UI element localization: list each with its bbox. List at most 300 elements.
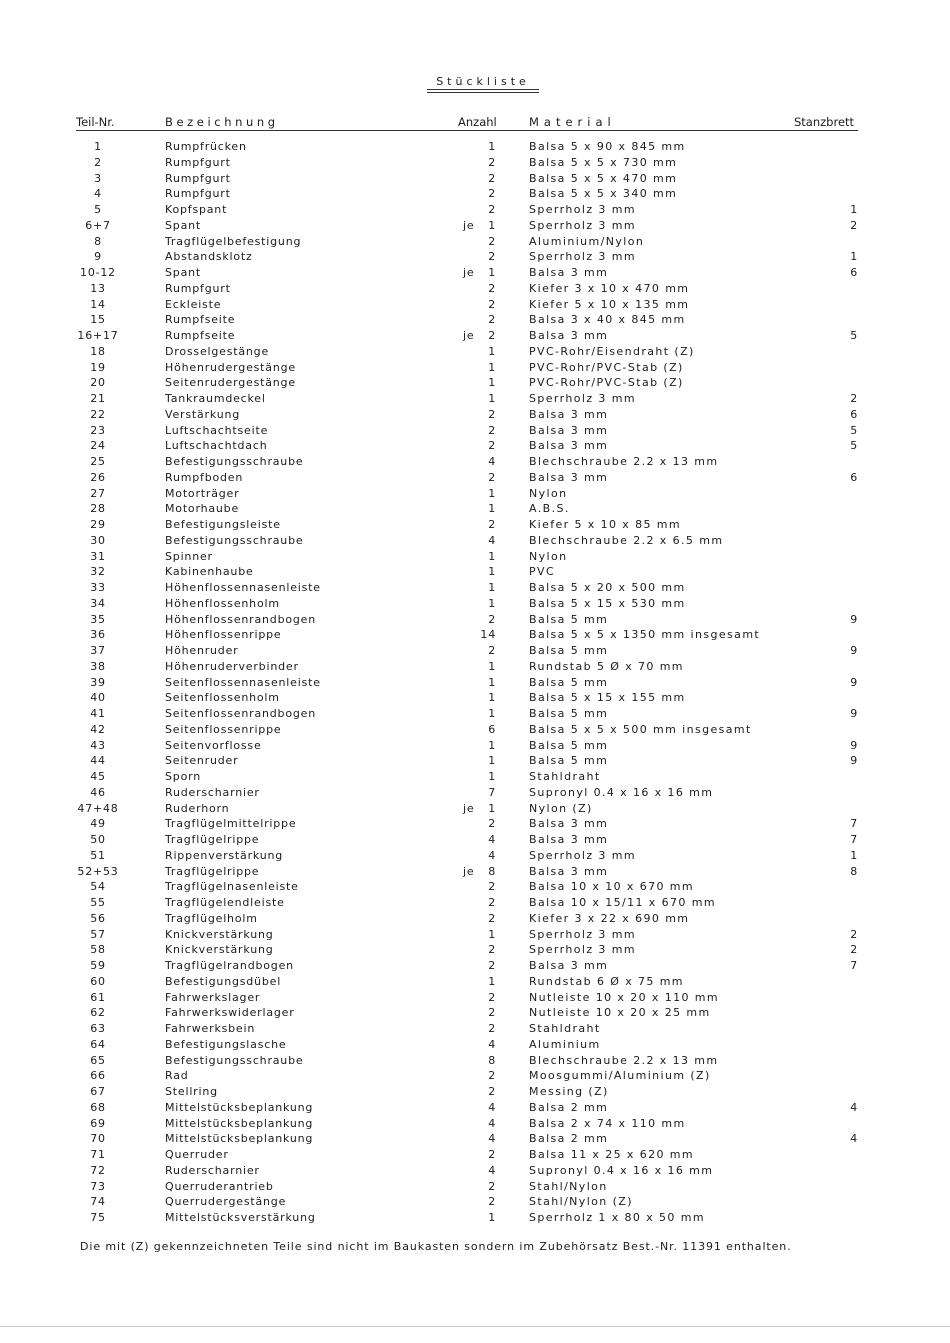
cell-teil-nr: 46 xyxy=(90,785,106,799)
cell-material: Stahldraht xyxy=(529,770,601,783)
cell-teil-nr: 20 xyxy=(90,376,106,390)
cell-je: je xyxy=(463,801,475,815)
cell-teil-nr: 68 xyxy=(90,1100,106,1114)
header-stanzbrett: Stanzbrett xyxy=(794,115,855,129)
cell-teil-nr: 37 xyxy=(90,644,106,657)
cell-material: Balsa 3 mm xyxy=(529,329,609,342)
cell-stanzbrett: 7 xyxy=(850,959,858,972)
cell-anzahl: 14 xyxy=(480,628,496,642)
cell-teil-nr: 35 xyxy=(90,612,106,626)
cell-teil-nr: 3 xyxy=(94,171,102,185)
cell-material: Balsa 5 x 5 x 340 mm xyxy=(529,187,678,201)
footnote: Die mit (Z) gekennzeichneten Teile sind nicht im Baukasten sondern im Zubehörsatz Best.-Nr. 11391 enthalten. xyxy=(80,1240,792,1253)
cell-anzahl: 1 xyxy=(488,754,496,768)
table-row xyxy=(0,864,950,880)
cell-teil-nr: 64 xyxy=(90,1037,106,1051)
cell-stanzbrett: 9 xyxy=(850,738,858,752)
table-row xyxy=(0,265,950,281)
cell-material: A.B.S. xyxy=(529,502,570,516)
cell-anzahl: 1 xyxy=(488,691,496,705)
cell-anzahl: 2 xyxy=(488,1069,496,1083)
cell-stanzbrett: 8 xyxy=(850,864,858,878)
cell-teil-nr: 26 xyxy=(90,470,106,484)
cell-material: Stahl/Nylon xyxy=(529,1179,608,1193)
cell-bezeichnung: Seitenrudergestänge xyxy=(165,376,296,390)
cell-anzahl: 2 xyxy=(488,203,496,216)
cell-anzahl: 2 xyxy=(488,880,496,894)
cell-material: Balsa 3 mm xyxy=(529,833,609,846)
cell-teil-nr: 42 xyxy=(90,722,106,736)
table-row xyxy=(0,1179,950,1195)
cell-bezeichnung: Mittelstücksbeplankung xyxy=(165,1100,314,1114)
cell-material: Blechschraube 2.2 x 6.5 mm xyxy=(529,533,724,547)
cell-bezeichnung: Motorhaube xyxy=(165,502,240,516)
table-row xyxy=(0,297,950,313)
cell-bezeichnung: Mittelstücksbeplankung xyxy=(165,1116,314,1130)
table-row xyxy=(0,1163,950,1179)
table-row xyxy=(0,139,950,155)
cell-material: Balsa 5 x 15 x 155 mm xyxy=(529,691,686,705)
table-row xyxy=(0,659,950,675)
cell-teil-nr: 40 xyxy=(90,691,106,705)
table-row xyxy=(0,769,950,785)
page-title xyxy=(0,75,950,93)
cell-material: Balsa 10 x 10 x 670 mm xyxy=(529,880,695,894)
cell-anzahl: 2 xyxy=(488,943,496,957)
table-row xyxy=(0,1037,950,1053)
cell-teil-nr: 33 xyxy=(90,581,106,594)
cell-bezeichnung: Tragflügelmittelrippe xyxy=(165,817,297,831)
table-row xyxy=(0,218,950,234)
cell-bezeichnung: Ruderscharnier xyxy=(165,1163,260,1177)
cell-stanzbrett: 9 xyxy=(850,754,858,768)
cell-bezeichnung: Höhenflossenholm xyxy=(165,596,280,610)
cell-material: Balsa 3 mm xyxy=(529,407,609,421)
cell-bezeichnung: Ruderhorn xyxy=(165,801,230,815)
cell-bezeichnung: Kopfspant xyxy=(165,203,228,216)
cell-teil-nr: 15 xyxy=(90,313,106,327)
table-row xyxy=(0,879,950,895)
cell-bezeichnung: Rumpfgurt xyxy=(165,171,231,185)
table-row xyxy=(0,895,950,911)
cell-teil-nr: 70 xyxy=(90,1132,106,1146)
cell-teil-nr: 51 xyxy=(90,848,106,862)
cell-material: Sperrholz 3 mm xyxy=(529,203,636,216)
cell-bezeichnung: Verstärkung xyxy=(165,407,241,421)
table-row xyxy=(0,1053,950,1069)
cell-material: Balsa 3 mm xyxy=(529,439,609,453)
cell-material: Balsa 5 x 20 x 500 mm xyxy=(529,581,686,594)
cell-material: Balsa 5 mm xyxy=(529,612,609,626)
cell-teil-nr: 2 xyxy=(94,155,102,169)
table-row xyxy=(0,375,950,391)
cell-material: Sperrholz 3 mm xyxy=(529,250,636,264)
table-row xyxy=(0,1068,950,1084)
cell-teil-nr: 59 xyxy=(90,959,106,972)
cell-bezeichnung: Mittelstücksbeplankung xyxy=(165,1132,314,1146)
cell-bezeichnung: Seitenflossenholm xyxy=(165,691,280,705)
cell-teil-nr: 49 xyxy=(90,817,106,831)
cell-material: Balsa 2 mm xyxy=(529,1132,609,1146)
cell-anzahl: 1 xyxy=(488,565,496,579)
cell-bezeichnung: Höhenflossennasenleiste xyxy=(165,581,321,594)
cell-material: Aluminium/Nylon xyxy=(529,234,645,248)
cell-teil-nr: 73 xyxy=(90,1179,106,1193)
cell-teil-nr: 41 xyxy=(90,707,106,720)
cell-bezeichnung: Befestigungslasche xyxy=(165,1037,287,1051)
cell-bezeichnung: Rad xyxy=(165,1069,189,1083)
table-row xyxy=(0,155,950,171)
table-row xyxy=(0,911,950,927)
cell-teil-nr: 6+7 xyxy=(85,218,111,232)
table-row xyxy=(0,486,950,502)
cell-material: Balsa 5 mm xyxy=(529,644,609,657)
cell-anzahl: 1 xyxy=(488,376,496,390)
cell-anzahl: 2 xyxy=(488,407,496,421)
cell-bezeichnung: Höhenruderverbinder xyxy=(165,659,299,673)
table-row xyxy=(0,312,950,328)
cell-anzahl: 1 xyxy=(488,140,496,153)
cell-teil-nr: 60 xyxy=(90,974,106,988)
cell-bezeichnung: Höhenruder xyxy=(165,644,239,657)
cell-teil-nr: 16+17 xyxy=(77,329,119,342)
cell-anzahl: 7 xyxy=(488,785,496,799)
cell-anzahl: 1 xyxy=(488,659,496,673)
cell-material: Kiefer 5 x 10 x 85 mm xyxy=(529,518,682,531)
cell-anzahl: 2 xyxy=(488,644,496,657)
cell-bezeichnung: Tragflügelrippe xyxy=(165,864,260,878)
cell-bezeichnung: Tragflügelendleiste xyxy=(165,896,285,909)
cell-anzahl: 2 xyxy=(488,990,496,1004)
cell-anzahl: 2 xyxy=(488,1085,496,1098)
cell-stanzbrett: 4 xyxy=(850,1100,858,1114)
cell-teil-nr: 29 xyxy=(90,518,106,531)
header-bezeichnung: Bezeichnung xyxy=(165,115,279,129)
cell-teil-nr: 13 xyxy=(90,281,106,295)
table-row xyxy=(0,1116,950,1132)
table-row xyxy=(0,596,950,612)
cell-bezeichnung: Sporn xyxy=(165,770,201,783)
table-row xyxy=(0,1210,950,1226)
table-row xyxy=(0,186,950,202)
cell-anzahl: 1 xyxy=(488,581,496,594)
cell-anzahl: 1 xyxy=(488,360,496,374)
cell-anzahl: 1 xyxy=(488,974,496,988)
header-material: Material xyxy=(529,115,616,129)
cell-anzahl: 1 xyxy=(488,502,496,516)
cell-anzahl: 2 xyxy=(488,1006,496,1020)
cell-material: Sperrholz 3 mm xyxy=(529,943,636,957)
table-row xyxy=(0,927,950,943)
cell-anzahl: 2 xyxy=(488,1022,496,1035)
cell-teil-nr: 75 xyxy=(90,1211,106,1224)
cell-bezeichnung: Rippenverstärkung xyxy=(165,848,284,862)
cell-bezeichnung: Rumpfseite xyxy=(165,329,236,342)
table-row xyxy=(0,501,950,517)
cell-teil-nr: 31 xyxy=(90,549,106,563)
cell-teil-nr: 52+53 xyxy=(77,864,119,878)
cell-material: Balsa 5 x 5 x 1350 mm insgesamt xyxy=(529,628,761,642)
cell-anzahl: 4 xyxy=(488,1037,496,1051)
cell-stanzbrett: 6 xyxy=(850,266,858,279)
cell-bezeichnung: Motorträger xyxy=(165,486,240,500)
cell-material: PVC-Rohr/Eisendraht (Z) xyxy=(529,344,695,358)
cell-material: Balsa 5 mm xyxy=(529,675,609,689)
cell-material: Nylon xyxy=(529,549,568,563)
cell-stanzbrett: 9 xyxy=(850,707,858,720)
table-row xyxy=(0,249,950,265)
cell-teil-nr: 45 xyxy=(90,770,106,783)
cell-material: Balsa 10 x 15/11 x 670 mm xyxy=(529,896,716,909)
cell-material: Balsa 5 x 5 x 500 mm insgesamt xyxy=(529,722,752,736)
cell-bezeichnung: Luftschachtseite xyxy=(165,423,269,437)
table-row xyxy=(0,328,950,344)
cell-anzahl: 2 xyxy=(488,423,496,437)
cell-material: Nylon (Z) xyxy=(529,801,593,815)
cell-material: Balsa 5 mm xyxy=(529,754,609,768)
cell-bezeichnung: Befestigungsleiste xyxy=(165,518,281,531)
cell-je: je xyxy=(463,329,475,342)
table-row xyxy=(0,454,950,470)
cell-material: Supronyl 0.4 x 16 x 16 mm xyxy=(529,1163,714,1177)
cell-bezeichnung: Fahrwerksbein xyxy=(165,1022,256,1035)
cell-teil-nr: 54 xyxy=(90,880,106,894)
cell-anzahl: 2 xyxy=(488,250,496,264)
cell-material: Rundstab 5 Ø x 70 mm xyxy=(529,659,684,673)
cell-anzahl: 2 xyxy=(488,1179,496,1193)
cell-bezeichnung: Befestigungsschraube xyxy=(165,455,304,468)
cell-teil-nr: 22 xyxy=(90,407,106,421)
table-row xyxy=(0,423,950,439)
cell-anzahl: 4 xyxy=(488,1132,496,1146)
cell-anzahl: 2 xyxy=(488,329,496,342)
cell-teil-nr: 62 xyxy=(90,1006,106,1020)
table-row xyxy=(0,234,950,250)
page-bottom-edge xyxy=(0,1326,950,1327)
cell-anzahl: 2 xyxy=(488,439,496,453)
cell-bezeichnung: Höhenflossenrandbogen xyxy=(165,612,317,626)
cell-teil-nr: 57 xyxy=(90,927,106,941)
cell-material: Balsa 3 mm xyxy=(529,817,609,831)
cell-bezeichnung: Spinner xyxy=(165,549,213,563)
cell-material: Messing (Z) xyxy=(529,1085,609,1098)
cell-bezeichnung: Tragflügelrippe xyxy=(165,833,260,846)
cell-teil-nr: 8 xyxy=(94,234,102,248)
cell-teil-nr: 32 xyxy=(90,565,106,579)
cell-material: Kiefer 5 x 10 x 135 mm xyxy=(529,297,690,311)
cell-teil-nr: 56 xyxy=(90,911,106,925)
cell-anzahl: 2 xyxy=(488,187,496,201)
cell-stanzbrett: 2 xyxy=(850,943,858,957)
cell-material: PVC-Rohr/PVC-Stab (Z) xyxy=(529,360,684,374)
cell-stanzbrett: 1 xyxy=(850,250,858,264)
cell-stanzbrett: 6 xyxy=(850,470,858,484)
cell-stanzbrett: 1 xyxy=(850,848,858,862)
cell-bezeichnung: Fahrwerkslager xyxy=(165,990,261,1004)
cell-material: Nylon xyxy=(529,486,568,500)
table-row xyxy=(0,832,950,848)
cell-anzahl: 4 xyxy=(488,533,496,547)
cell-anzahl: 2 xyxy=(488,612,496,626)
cell-teil-nr: 27 xyxy=(90,486,106,500)
table-row xyxy=(0,171,950,187)
cell-anzahl: 1 xyxy=(488,738,496,752)
table-row xyxy=(0,942,950,958)
cell-material: Balsa 3 mm xyxy=(529,423,609,437)
cell-bezeichnung: Ruderscharnier xyxy=(165,785,260,799)
cell-material: Balsa 2 x 74 x 110 mm xyxy=(529,1116,686,1130)
cell-teil-nr: 44 xyxy=(90,754,106,768)
table-row xyxy=(0,407,950,423)
cell-stanzbrett: 4 xyxy=(850,1132,858,1146)
cell-anzahl: 1 xyxy=(488,218,496,232)
cell-anzahl: 2 xyxy=(488,281,496,295)
table-row xyxy=(0,1194,950,1210)
cell-material: Rundstab 6 Ø x 75 mm xyxy=(529,974,684,988)
table-row xyxy=(0,958,950,974)
cell-anzahl: 1 xyxy=(488,675,496,689)
title-text: Stückliste xyxy=(436,75,530,88)
cell-anzahl: 1 xyxy=(488,392,496,405)
table-row xyxy=(0,1005,950,1021)
cell-anzahl: 2 xyxy=(488,817,496,831)
table-row xyxy=(0,706,950,722)
cell-bezeichnung: Mittelstücksverstärkung xyxy=(165,1211,316,1224)
table-row xyxy=(0,1147,950,1163)
table-row xyxy=(0,738,950,754)
cell-anzahl: 2 xyxy=(488,470,496,484)
header-rule-left xyxy=(76,130,148,131)
cell-bezeichnung: Seitenflossenrandbogen xyxy=(165,707,316,720)
cell-stanzbrett: 7 xyxy=(850,817,858,831)
cell-stanzbrett: 5 xyxy=(850,423,858,437)
parts-list-table xyxy=(0,139,950,1226)
cell-bezeichnung: Rumpfboden xyxy=(165,470,244,484)
cell-anzahl: 4 xyxy=(488,833,496,846)
cell-bezeichnung: Rumpfseite xyxy=(165,313,236,327)
table-row xyxy=(0,612,950,628)
cell-teil-nr: 39 xyxy=(90,675,106,689)
cell-bezeichnung: Tragflügelnasenleiste xyxy=(165,880,299,894)
cell-material: Balsa 3 mm xyxy=(529,864,609,878)
table-row xyxy=(0,848,950,864)
cell-teil-nr: 9 xyxy=(94,250,102,264)
cell-material: Balsa 3 x 40 x 845 mm xyxy=(529,313,686,327)
cell-bezeichnung: Tragflügelholm xyxy=(165,911,258,925)
cell-material: Nutleiste 10 x 20 x 25 mm xyxy=(529,1006,711,1020)
cell-material: Sperrholz 1 x 80 x 50 mm xyxy=(529,1211,705,1224)
table-row xyxy=(0,722,950,738)
cell-material: Sperrholz 3 mm xyxy=(529,218,636,232)
cell-teil-nr: 65 xyxy=(90,1053,106,1067)
cell-stanzbrett: 2 xyxy=(850,927,858,941)
cell-anzahl: 1 xyxy=(488,801,496,815)
table-row xyxy=(0,675,950,691)
cell-teil-nr: 24 xyxy=(90,439,106,453)
table-row xyxy=(0,1131,950,1147)
cell-bezeichnung: Befestigungsschraube xyxy=(165,1053,304,1067)
cell-bezeichnung: Höhenflossenrippe xyxy=(165,628,282,642)
cell-teil-nr: 38 xyxy=(90,659,106,673)
cell-anzahl: 1 xyxy=(488,549,496,563)
cell-material: Moosgummi/Aluminium (Z) xyxy=(529,1069,711,1083)
cell-anzahl: 1 xyxy=(488,266,496,279)
cell-bezeichnung: Befestigungsschraube xyxy=(165,533,304,547)
title-double-underline xyxy=(427,89,539,93)
cell-bezeichnung: Spant xyxy=(165,266,201,279)
cell-stanzbrett: 6 xyxy=(850,407,858,421)
cell-material: PVC-Rohr/PVC-Stab (Z) xyxy=(529,376,684,390)
cell-anzahl: 2 xyxy=(488,1195,496,1209)
table-row xyxy=(0,627,950,643)
cell-stanzbrett: 2 xyxy=(850,218,858,232)
cell-teil-nr: 71 xyxy=(90,1148,106,1161)
cell-teil-nr: 58 xyxy=(90,943,106,957)
cell-material: Stahl/Nylon (Z) xyxy=(529,1195,633,1209)
cell-material: Balsa 5 x 5 x 730 mm xyxy=(529,155,678,169)
cell-teil-nr: 1 xyxy=(94,140,102,153)
cell-je: je xyxy=(463,266,475,279)
cell-material: Aluminium xyxy=(529,1037,601,1051)
cell-teil-nr: 67 xyxy=(90,1085,106,1098)
table-row xyxy=(0,202,950,218)
cell-teil-nr: 72 xyxy=(90,1163,106,1177)
cell-bezeichnung: Tankraumdeckel xyxy=(165,392,266,405)
cell-material: Blechschraube 2.2 x 13 mm xyxy=(529,455,719,468)
cell-material: Nutleiste 10 x 20 x 110 mm xyxy=(529,990,720,1004)
table-row xyxy=(0,690,950,706)
cell-anzahl: 2 xyxy=(488,313,496,327)
cell-teil-nr: 36 xyxy=(90,628,106,642)
cell-stanzbrett: 5 xyxy=(850,329,858,342)
cell-anzahl: 4 xyxy=(488,1163,496,1177)
cell-teil-nr: 69 xyxy=(90,1116,106,1130)
cell-material: Balsa 5 x 90 x 845 mm xyxy=(529,140,686,153)
cell-stanzbrett: 9 xyxy=(850,675,858,689)
table-row xyxy=(0,753,950,769)
table-row xyxy=(0,564,950,580)
cell-teil-nr: 74 xyxy=(90,1195,106,1209)
cell-stanzbrett: 5 xyxy=(850,439,858,453)
cell-teil-nr: 23 xyxy=(90,423,106,437)
cell-teil-nr: 14 xyxy=(90,297,106,311)
cell-bezeichnung: Rumpfgurt xyxy=(165,281,231,295)
cell-anzahl: 2 xyxy=(488,155,496,169)
cell-anzahl: 4 xyxy=(488,1100,496,1114)
cell-anzahl: 4 xyxy=(488,455,496,468)
cell-bezeichnung: Rumpfrücken xyxy=(165,140,247,153)
cell-bezeichnung: Querruder xyxy=(165,1148,229,1161)
cell-teil-nr: 19 xyxy=(90,360,106,374)
cell-material: Balsa 3 mm xyxy=(529,470,609,484)
table-row xyxy=(0,549,950,565)
cell-teil-nr: 18 xyxy=(90,344,106,358)
header-rule xyxy=(148,130,858,131)
cell-anzahl: 2 xyxy=(488,1148,496,1161)
cell-anzahl: 2 xyxy=(488,234,496,248)
cell-anzahl: 1 xyxy=(488,344,496,358)
cell-teil-nr: 66 xyxy=(90,1069,106,1083)
cell-bezeichnung: Seitenflossenrippe xyxy=(165,722,282,736)
cell-anzahl: 1 xyxy=(488,596,496,610)
cell-material: Kiefer 3 x 22 x 690 mm xyxy=(529,911,690,925)
table-row xyxy=(0,785,950,801)
cell-bezeichnung: Knickverstärkung xyxy=(165,943,274,957)
cell-bezeichnung: Seitenruder xyxy=(165,754,239,768)
cell-material: Sperrholz 3 mm xyxy=(529,848,636,862)
cell-stanzbrett: 7 xyxy=(850,833,858,846)
cell-stanzbrett: 9 xyxy=(850,612,858,626)
